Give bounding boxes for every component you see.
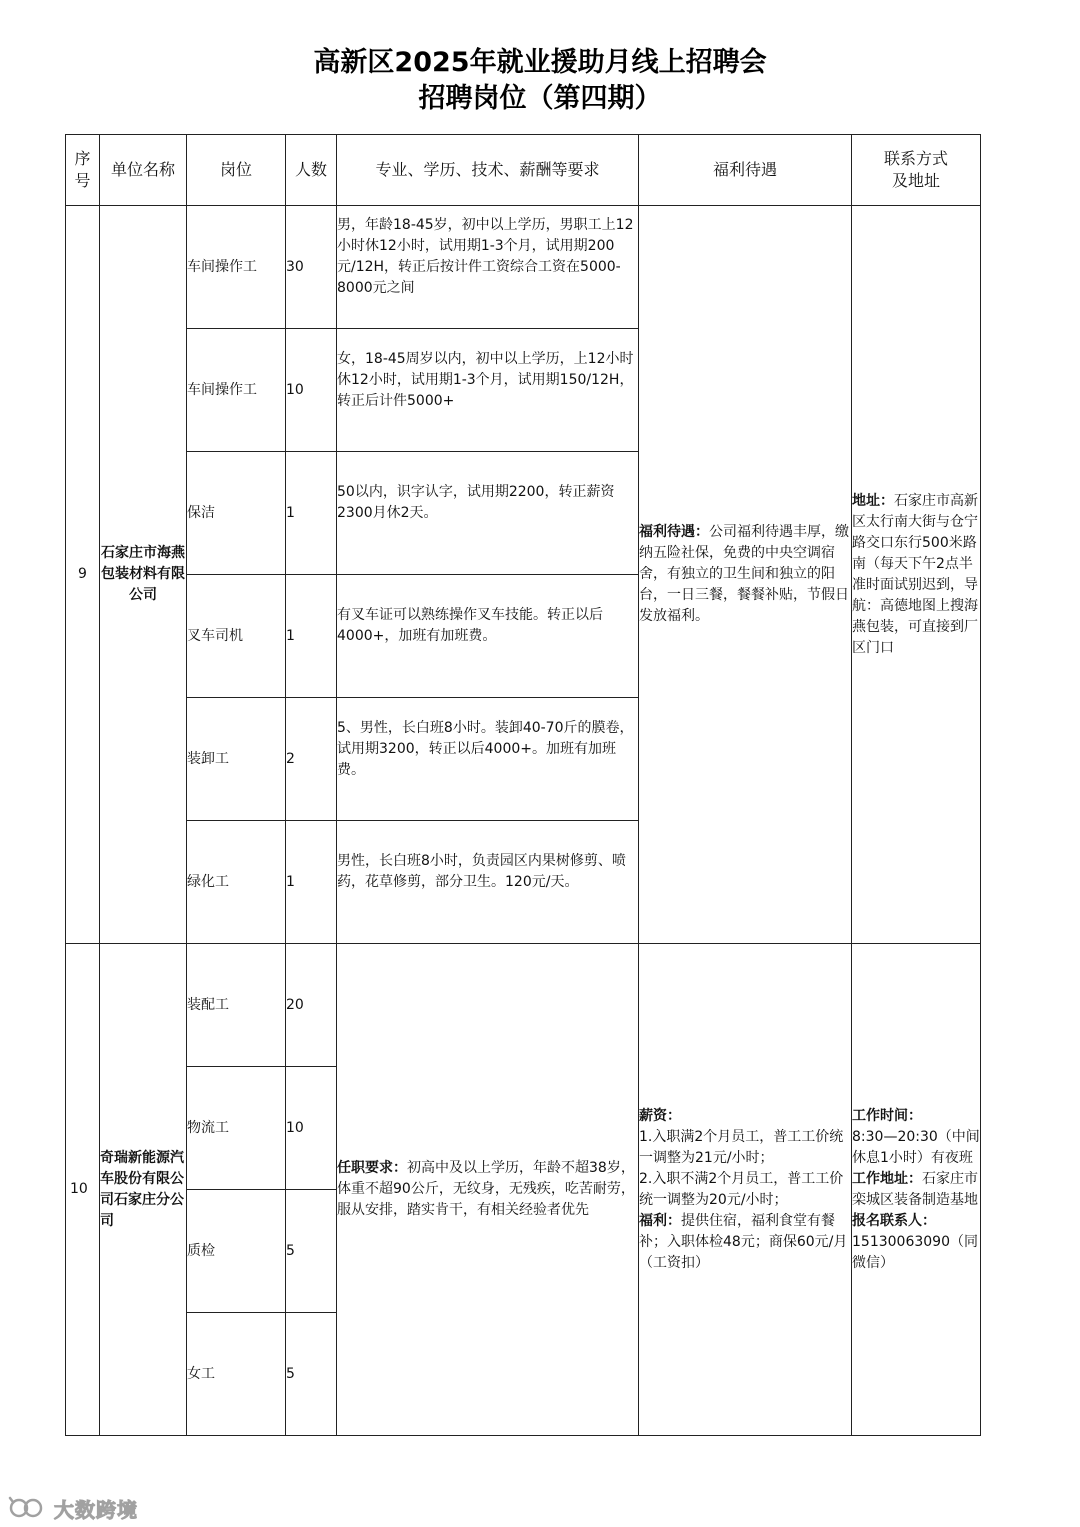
header-seq: 序 号	[66, 135, 100, 206]
header-welfare: 福利待遇	[639, 135, 852, 206]
welfare-text: 公司福利待遇丰厚，缴纳五险社保，免费的中央空调宿舍，有独立的卫生间和独立的阳台，一日三餐，餐餐补贴，节假日发放福利。	[639, 524, 849, 624]
job-count: 20	[286, 944, 337, 1067]
job-position: 装配工	[187, 944, 286, 1067]
job-count: 1	[286, 821, 337, 944]
job-count: 1	[286, 575, 337, 698]
benefit-text: 提供住宿，福利食堂有餐补；入职体检48元；商保60元/月（工资扣）	[639, 1212, 848, 1271]
page-title: 高新区2025年就业援助月线上招聘会	[313, 47, 767, 78]
job-requirements-text: 女，18-45周岁以内，初中以上学历，上12小时休12小时，试用期1-3个月，试用期150/12H，转正后计件5000+	[337, 350, 634, 409]
job-requirements-text: 男性，长白班8小时，负责园区内果树修剪、喷药，花草修剪，部分卫生。120元/天。	[337, 853, 626, 890]
job-position: 物流工	[187, 1067, 286, 1190]
requirements-text: 初高中及以上学历，年龄不超38岁，体重不超90公斤，无纹身，无残疾，吃苦耐劳，服从安排，踏实肯干，有相关经验者优先	[337, 1160, 635, 1218]
address-label: 工作地址：	[852, 1170, 922, 1187]
watermark-text: 大数跨境	[54, 1497, 138, 1522]
job-requirements-text: 50以内，识字认字，试用期2200，转正薪资2300月休2天。	[337, 484, 615, 521]
job-count: 1	[286, 452, 337, 575]
job-requirements	[337, 206, 639, 329]
brand-logo-icon	[8, 1496, 48, 1520]
benefit-label: 福利：	[639, 1212, 681, 1229]
job-position: 质检	[187, 1190, 286, 1313]
company-seq: 10	[66, 944, 100, 1436]
job-count: 2	[286, 698, 337, 821]
signup-label: 报名联系人：	[852, 1212, 936, 1229]
company-welfare	[639, 944, 852, 1436]
contact-text: 石家庄市高新区太行南大街与仓宁路交口东行500米路南（每天下午2点半准时面试别迟到，导航：高德地图上搜海燕包装，可直接到厂区门口	[852, 492, 978, 656]
job-position: 车间操作工	[187, 206, 286, 329]
company-name: 奇瑞新能源汽车股份有限公司石家庄分公司	[100, 944, 187, 1436]
job-position: 装卸工	[187, 698, 286, 821]
job-position: 绿化工	[187, 821, 286, 944]
job-count: 5	[286, 1190, 337, 1313]
job-count: 30	[286, 206, 337, 329]
header-position: 岗位	[187, 135, 286, 206]
hours-label: 工作时间：	[852, 1107, 922, 1124]
salary-text: 1.入职满2个月员工，普工工价统一调整为21元/小时； 2.入职不满2个月员工，普工工价统一调整为20元/小时；	[639, 1128, 844, 1208]
header-contact: 联系方式 及地址	[852, 135, 981, 206]
jobs-table	[65, 134, 981, 1436]
table-header-row	[66, 135, 981, 206]
welfare-label: 福利待遇：	[639, 524, 709, 540]
hours-text: 8:30—20:30（中间休息1小时）有夜班	[852, 1128, 980, 1166]
job-count: 5	[286, 1313, 337, 1436]
signup-text: 15130063090（同微信）	[852, 1233, 978, 1271]
header-requirements: 专业、学历、技术、薪酬等要求	[337, 135, 639, 206]
job-requirements	[337, 821, 639, 944]
table-row	[66, 206, 981, 329]
job-count: 10	[286, 1067, 337, 1190]
address-text: 石家庄市栾城区装备制造基地	[852, 1170, 978, 1208]
company-contact	[852, 944, 981, 1436]
job-position: 女工	[187, 1313, 286, 1436]
header-company: 单位名称	[100, 135, 187, 206]
salary-label: 薪资：	[639, 1107, 681, 1124]
header-count: 人数	[286, 135, 337, 206]
job-requirements	[337, 452, 639, 575]
company-name: 石家庄市海燕包装材料有限公司	[100, 206, 187, 944]
job-requirements-text: 5、男性，长白班8小时。装卸40-70斤的膜卷，试用期3200，转正以后4000+。加班有加班费。	[337, 719, 634, 778]
job-requirements	[337, 575, 639, 698]
requirements-label: 任职要求：	[337, 1160, 407, 1176]
job-position: 保洁	[187, 452, 286, 575]
job-count: 10	[286, 329, 337, 452]
job-requirements	[337, 329, 639, 452]
job-requirements	[337, 944, 639, 1436]
company-seq: 9	[66, 206, 100, 944]
table-row	[66, 944, 981, 1067]
company-welfare	[639, 206, 852, 944]
job-requirements-text: 男，年龄18-45岁，初中以上学历，男职工上12小时休12小时，试用期1-3个月，试用期200元/12H，转正后按计件工资综合工资在5000-8000元之间	[337, 217, 634, 296]
job-requirements-text: 有叉车证可以熟练操作叉车技能。转正以后4000+，加班有加班费。	[337, 607, 603, 644]
job-requirements	[337, 698, 639, 821]
watermark	[8, 1494, 138, 1522]
job-position: 叉车司机	[187, 575, 286, 698]
page-subtitle: 招聘岗位（第四期）	[418, 83, 662, 114]
contact-label: 地址：	[852, 492, 894, 509]
job-position: 车间操作工	[187, 329, 286, 452]
company-contact	[852, 206, 981, 944]
